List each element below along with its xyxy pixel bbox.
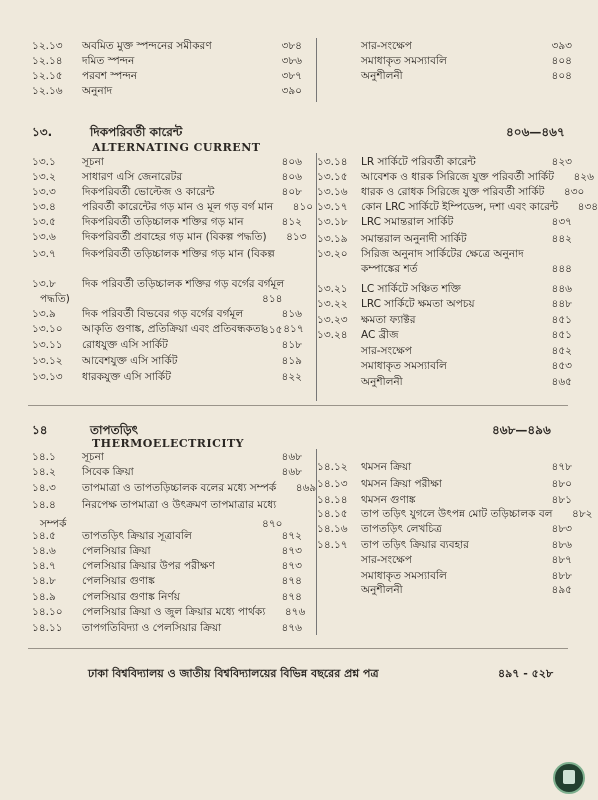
entry-number: ১৪.১৭ (317, 539, 348, 551)
entry-title: রোধযুক্ত এসি সার্কিট (82, 339, 168, 351)
chapter-13-entries (32, 156, 598, 406)
entry-number: ১৩.৪ (32, 201, 56, 213)
chapter-13-range: ৪০৬—৪৬৭ (506, 125, 565, 139)
ch14-4-continuation-page: ৪৭০ (262, 518, 283, 530)
entry-title: তাপতড়িৎ লেখচিত্র (361, 523, 442, 535)
entry-number: ১৩.৬ (32, 231, 56, 243)
toc-entry (32, 499, 302, 519)
entry-number: ১৩.২৩ (317, 314, 348, 326)
toc-entry (317, 263, 572, 283)
entry-number: ১৪.২ (32, 466, 56, 478)
ch13-7-continuation: পদ্ধতি) (40, 293, 70, 305)
toc-top (32, 40, 572, 110)
entry-title: LC সার্কিটে সঞ্চিত শক্তি (361, 283, 461, 295)
entry-title: সার-সংক্ষেপ (361, 40, 412, 52)
entry-page: ৪২২ (281, 371, 302, 383)
entry-page: ৪৫৩ (551, 360, 572, 372)
entry-page: ৪৫১ (551, 314, 572, 326)
entry-page: ৪১৮ (281, 339, 302, 351)
ch14-4-continuation: সম্পর্ক (40, 518, 67, 530)
entry-title: সাধারণ এসি জেনারেটর (82, 171, 183, 183)
entry-page: ৩৮৭ (281, 70, 302, 82)
toc-entry (32, 248, 302, 268)
entry-title: অনুশীলনী (361, 376, 403, 388)
entry-number: ১৩.৯ (32, 308, 56, 320)
toc-entry (32, 622, 302, 642)
entry-title: পরিবর্তী কারেন্টের গড় মান ও মূল গড় বর্গ মান (82, 201, 274, 213)
entry-number: ১৪.৪ (32, 499, 56, 511)
entry-number: ১৪.১২ (317, 461, 348, 473)
entry-title: দমিত স্পন্দন (82, 55, 135, 67)
entry-page: ৪১৯ (281, 355, 302, 367)
toc-entry (317, 70, 572, 90)
entry-number: ১৩.২ (32, 171, 56, 183)
entry-number: ১৪.৯ (32, 591, 56, 603)
entry-number: ১৪.১৫ (317, 508, 348, 520)
entry-title: ধারক ও রোধক সিরিজে যুক্ত পরিবর্তী সার্কিট (361, 186, 545, 198)
entry-title: LRC সমান্তরাল সার্কিট (361, 216, 454, 228)
entry-number: ১২.১৩ (32, 40, 63, 52)
entry-page: ৪২৩ (551, 156, 572, 168)
entry-page: ৩৮৬ (281, 55, 302, 67)
entry-page: ৩৮৪ (281, 40, 302, 52)
entry-title: তাপতড়িৎ ক্রিয়ার সূত্রাবলি (82, 530, 192, 542)
entry-page: ৪৮০ (551, 478, 572, 490)
entry-page: ৪৮৮ (551, 570, 572, 582)
question-papers-range: ৪৯৭ - ৫২৮ (498, 667, 554, 680)
entry-title: সিবেক ক্রিয়া (82, 466, 134, 478)
entry-title: তাপগতিবিদ্যা ও পেলসিয়ার ক্রিয়া (82, 622, 222, 634)
entry-page: ৪৬৫ (551, 376, 572, 388)
entry-title: তাপমাত্রা ও তাপতড়িচ্চালক বলের মধ্যে সম্পর্ক (82, 482, 277, 494)
entry-number: ১৪.১৩ (317, 478, 348, 490)
entry-title: থমসন গুণাঙ্ক (361, 494, 416, 506)
entry-title: সমাধাকৃত সমস্যাবলি (361, 360, 447, 372)
entry-number: ১৩.১ (32, 156, 56, 168)
entry-page: ৪৭৬ (281, 622, 302, 634)
entry-page: ৪৭৮ (551, 461, 572, 473)
footer-rule (28, 648, 568, 649)
toc-entry (317, 584, 572, 604)
entry-title: পেলসিয়ার গুণাঙ্ক নির্ণয় (82, 591, 180, 603)
toc-entry (32, 371, 302, 391)
entry-number: ১৪.১ (32, 451, 56, 463)
entry-number: ১৪.১৬ (317, 523, 348, 535)
entry-title: অনুশীলনী (361, 70, 403, 82)
ch13-7-continuation-page: ৪১৪ (262, 293, 283, 305)
entry-page: ৪৭২ (281, 530, 302, 542)
entry-title: সার-সংক্ষেপ (361, 345, 412, 357)
entry-number: ১৩.১৪ (317, 156, 348, 168)
entry-title: অবমিত মুক্ত স্পন্দনের সমীকরণ (82, 40, 212, 52)
entry-page: ৪১৭ (283, 323, 304, 335)
entry-title: অনুশীলনী (361, 584, 403, 596)
entry-title: পেলসিয়ার গুণাঙ্ক (82, 575, 155, 587)
entry-number: ১৩.১৫ (317, 171, 348, 183)
entry-page: ৪০৬ (281, 171, 302, 183)
entry-page: ৪০৪ (551, 70, 572, 82)
entry-number: ১৩.৫ (32, 216, 56, 228)
entry-page: ৪৮৩ (551, 523, 572, 535)
entry-title: সার-সংক্ষেপ (361, 554, 412, 566)
entry-page: ৪৩০ (563, 186, 585, 198)
entry-title: নিরপেক্ষ তাপমাত্রা ও উৎক্রমণ তাপমাত্রার মধ্যে (82, 499, 277, 511)
entry-title: LRC সার্কিটে ক্ষমতা অপচয় (361, 298, 475, 310)
entry-number: ১৩.২২ (317, 298, 348, 310)
chapter-14-english-title: THERMOELECTRICITY (92, 437, 245, 450)
entry-page: ৪৭৪ (281, 575, 302, 587)
entry-number: ১৪.৬ (32, 545, 56, 557)
entry-title: তাপ তড়িৎ যুগলে উৎপন্ন মোট তড়িচ্চালক বল (361, 508, 553, 520)
entry-number: ১৩.১৬ (317, 186, 348, 198)
entry-number: ১৩.১৭ (317, 201, 348, 213)
entry-page: ৪৪২ (551, 233, 572, 245)
entry-number: ১৪.৩ (32, 482, 56, 494)
entry-title: কম্পাঙ্কের শর্ত (361, 263, 418, 275)
toc-entry (32, 85, 302, 105)
entry-title: সমান্তরাল অনুনাদী সার্কিট (361, 233, 467, 245)
entry-title: সূচনা (82, 156, 104, 168)
entry-title: LR সার্কিটে পরিবর্তী কারেন্ট (361, 156, 476, 168)
entry-page: ৪৮৭ (551, 554, 572, 566)
section-rule (28, 405, 568, 406)
entry-number: ১৩.৭ (32, 248, 56, 260)
entry-title: থমসন ক্রিয়া পরীক্ষা (361, 478, 442, 490)
entry-page: ৪৪৮ (551, 298, 572, 310)
entry-title: দিকপরিবর্তী তড়িচ্চালক শক্তির গড় মান (বিকল্প (82, 248, 275, 260)
entry-page: ৪৬৮ (281, 466, 302, 478)
entry-title: ক্ষমতা ফ্যাক্টর (361, 314, 416, 326)
entry-title: দিক পরিবর্তী বিভবের গড় বর্গের বর্গমূল (82, 308, 244, 320)
entry-page: ৪৫২ (551, 345, 572, 357)
entry-page: ৪০৬ (281, 156, 302, 168)
entry-page: ৪৮৬ (551, 539, 572, 551)
entry-number: ১৩.১৩ (32, 371, 63, 383)
chapter-14-number: ১৪ (32, 423, 48, 437)
entry-title: দিকপরিবর্তী প্রবাহের গড় মান (বিকল্প পদ্ধতি) (82, 231, 267, 243)
library-stamp-icon (553, 762, 585, 794)
entry-number: ১৪.৮ (32, 575, 56, 587)
entry-title: আকৃতি গুণাঙ্ক, প্রতিক্রিয়া এবং প্রতিবন্ধকতা (82, 323, 264, 335)
chapter-14-title: তাপতড়িৎ (90, 423, 139, 437)
entry-page: ৪৭৬ (284, 606, 306, 618)
entry-title: দিকপরিবর্তী তড়িচ্চালক শক্তির গড় মান (82, 216, 244, 228)
top-divider (316, 38, 317, 102)
entry-number: ১২.১৪ (32, 55, 63, 67)
entry-number: ১৩.২১ (317, 283, 348, 295)
entry-title: সূচনা (82, 451, 104, 463)
entry-number: ১৪.১৪ (317, 494, 348, 506)
entry-page: ৪১৬ (281, 308, 302, 320)
entry-number: ১৩.১২ (32, 355, 63, 367)
entry-page: ৩৯৩ (551, 40, 572, 52)
entry-title: সমাধাকৃত সমস্যাবলি (361, 55, 447, 67)
entry-page: ৪৬৮ (281, 451, 302, 463)
entry-page: ৪৯৫ (551, 584, 572, 596)
entry-page: ৪৩৪ (577, 201, 598, 213)
entry-title: পেলসিয়ার ক্রিয়া (82, 545, 151, 557)
entry-page: ৪৭৪ (281, 591, 302, 603)
entry-page: ৪৬৯ (295, 482, 317, 494)
entry-page: ৪৭৩ (281, 560, 302, 572)
entry-title: দিক পরিবর্তী তড়িচ্চালক শক্তির গড় বর্গের বর্গমূল (82, 278, 285, 290)
chapter-14-entries (32, 451, 593, 641)
entry-title: আবেশযুক্ত এসি সার্কিট (82, 355, 178, 367)
entry-number: ১৩.২৪ (317, 329, 348, 341)
entry-title: পরবশ স্পন্দন (82, 70, 138, 82)
entry-number: ১২.১৫ (32, 70, 63, 82)
entry-title: আবেশক ও ধারক সিরিজে যুক্ত পরিবর্তী সার্কিট (361, 171, 554, 183)
entry-title: সিরিজ অনুনাদ সার্কিটের ক্ষেত্রে অনুনাদ (361, 248, 524, 260)
chapter-13-english-title: ALTERNATING CURRENT (92, 141, 261, 154)
entry-title: AC ব্রীজ (361, 329, 399, 341)
entry-title: তাপ তড়িৎ ক্রিয়ার ব্যবহার (361, 539, 469, 551)
entry-number: ১৩.২০ (317, 248, 348, 260)
entry-title: সমাধাকৃত সমস্যাবলি (361, 570, 447, 582)
entry-page: ৪৫১ (551, 329, 572, 341)
entry-page: ৩৯০ (281, 85, 302, 97)
entry-title: ধারকযুক্ত এসি সার্কিট (82, 371, 171, 383)
entry-title: পেলসিয়ার ক্রিয়ার উপর পরীক্ষণ (82, 560, 215, 572)
entry-title: কোন LRC সার্কিটে ইম্পিডেন্স, দশা এবং কারেন্ট (361, 201, 559, 213)
entry-page: ৪০৪ (551, 55, 572, 67)
entry-page: ৪০৮ (281, 186, 302, 198)
entry-number: ১৩.১৮ (317, 216, 348, 228)
entry-number: ১৪.৭ (32, 560, 56, 572)
entry-title: অনুনাদ (82, 85, 113, 97)
entry-number: ১৩.১৯ (317, 233, 348, 245)
entry-page: ৪৪৪ (551, 263, 572, 275)
entry-number: ১৩.৮ (32, 278, 56, 290)
toc-entry (317, 376, 572, 396)
entry-title: দিকপরিবর্তী ভোল্টেজ ও কারেন্ট (82, 186, 215, 198)
chapter-14-range: ৪৬৮—৪৯৬ (492, 423, 551, 437)
entry-number: ১২.১৬ (32, 85, 63, 97)
entry-page: ৪১৩ (286, 231, 307, 243)
entry-page: ৪৪৬ (551, 283, 572, 295)
entry-number: ১৩.১১ (32, 339, 63, 351)
entry-number: ১৪.৫ (32, 530, 56, 542)
question-papers-title: ঢাকা বিশ্ববিদ্যালয় ও জাতীয় বিশ্ববিদ্যালয়ের বিভিন্ন বছরের প্রশ্ন পত্র (88, 667, 379, 680)
entry-number: ১৩.১০ (32, 323, 63, 335)
entry-page: ৪১২ (281, 216, 302, 228)
chapter-13-number: ১৩. (32, 125, 53, 139)
entry-title: পেলসিয়ার ক্রিয়া ও জুল ক্রিয়ার মধ্যে পার্থক্য (82, 606, 266, 618)
chapter-13-title: দিকপরিবর্তী কারেন্ট (90, 125, 183, 139)
entry-page: ৪১০ (292, 201, 314, 213)
entry-page: ৪৮২ (572, 508, 593, 520)
entry-number: ১৪.১০ (32, 606, 63, 618)
entry-page: ৪৩৭ (551, 216, 572, 228)
entry-number: ১৪.১১ (32, 622, 63, 634)
entry-title: থমসন ক্রিয়া (361, 461, 412, 473)
entry-page: ৪৮১ (551, 494, 572, 506)
entry-page: ৪২৬ (573, 171, 594, 183)
ch13-8-continuation-page: ৪১৫ (262, 324, 283, 336)
entry-number: ১৩.৩ (32, 186, 56, 198)
entry-page: ৪৭৩ (281, 545, 302, 557)
